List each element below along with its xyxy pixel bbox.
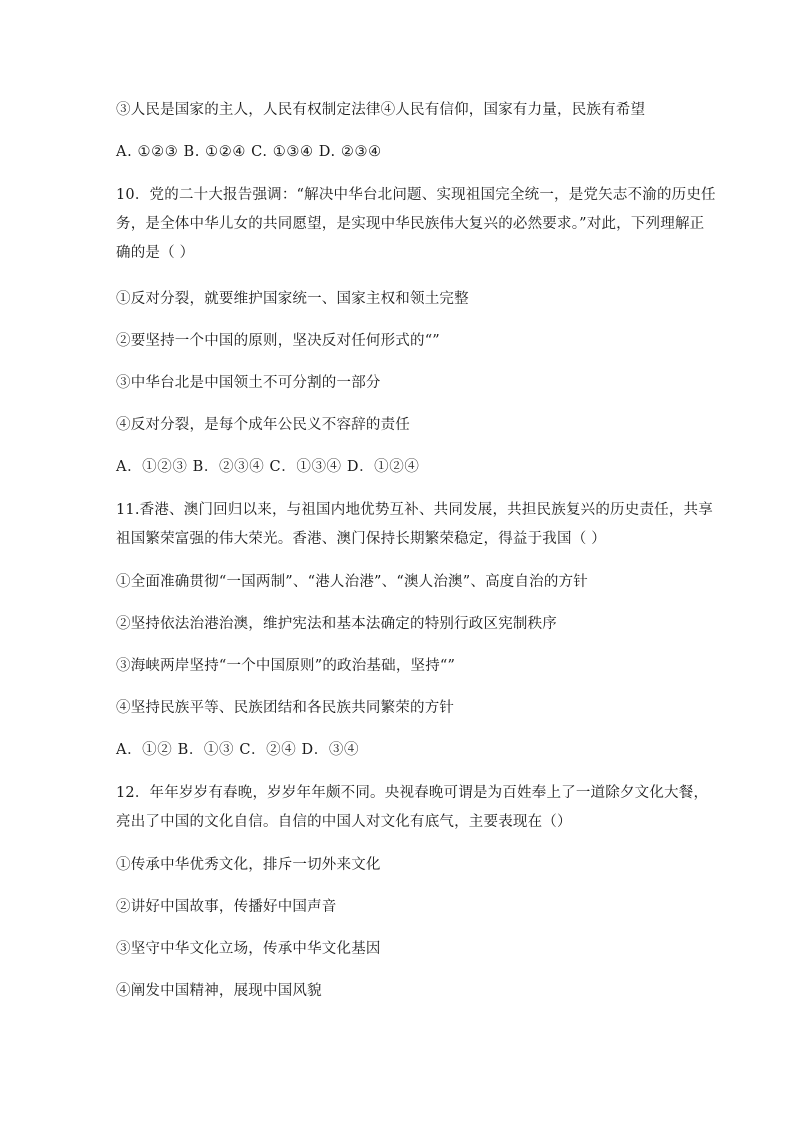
question-12-stem-line-1: 12．年年岁岁有春晚，岁岁年年颇不同。央视春晚可谓是为百姓奉上了一道除夕文化大餐，: [116, 785, 709, 801]
answer-choices-q10: A．①②③ B．②③④ C．①③④ D．①②④: [116, 459, 420, 475]
question-12-statement-2: ②讲好中国故事，传播好中国声音: [116, 899, 337, 915]
question-12-statement-3: ③坚守中华文化立场，传承中华文化基因: [116, 941, 381, 957]
question-10-statement-1: ①反对分裂，就要维护国家统一、国家主权和领土完整: [116, 291, 469, 307]
question-10-statement-3: ③中华台北是中国领土不可分割的一部分: [116, 375, 381, 391]
question-10-stem-line-3: 确的是（ ）: [116, 245, 195, 261]
question-12-statement-1: ①传承中华优秀文化，排斥一切外来文化: [116, 857, 381, 873]
answer-choices-q9: A. ①②③ B. ①②④ C. ①③④ D. ②③④: [116, 144, 382, 160]
question-11-statement-1: ①全面准确贯彻“一国两制”、“港人治港”、“澳人治澳”、高度自治的方针: [116, 574, 588, 590]
question-10-statement-2: ②要坚持一个中国的原则，坚决反对任何形式的“”: [116, 333, 440, 349]
question-11-stem-line-1: 11.香港、澳门回归以来，与祖国内地优势互补、共同发展，共担民族复兴的历史责任，共享: [116, 502, 713, 518]
question-11-stem-line-2: 祖国繁荣富强的伟大荣光。香港、澳门保持长期繁荣稳定，得益于我国（ ）: [116, 531, 606, 547]
question-11-statement-3: ③海峡两岸坚持“一个中国原则”的政治基础，坚持“”: [116, 658, 456, 674]
question-12-stem-line-2: 亮出了中国的文化自信。自信的中国人对文化有底气，主要表现在（）: [116, 814, 572, 830]
question-12-statement-4: ④阐发中国精神，展现中国风貌: [116, 983, 322, 999]
question-10-stem-line-2: 务，是全体中华儿女的共同愿望，是实现中华民族伟大复兴的必然要求。”对此，下列理解正: [116, 216, 705, 232]
question-11-statement-2: ②坚持依法治港治澳，维护宪法和基本法确定的特别行政区宪制秩序: [116, 616, 557, 632]
answer-choices-q11: A．①② B．①③ C．②④ D．③④: [116, 742, 360, 758]
question-10-stem-line-1: 10．党的二十大报告强调：“解决中华台北问题、实现祖国完全统一，是党矢志不渝的历史任: [116, 187, 716, 203]
option-statements-3-4: ③人民是国家的主人，人民有权制定法律④人民有信仰，国家有力量，民族有希望: [116, 102, 646, 118]
question-11-statement-4: ④坚持民族平等、民族团结和各民族共同繁荣的方针: [116, 700, 455, 716]
question-10-statement-4: ④反对分裂，是每个成年公民义不容辞的责任: [116, 417, 410, 433]
